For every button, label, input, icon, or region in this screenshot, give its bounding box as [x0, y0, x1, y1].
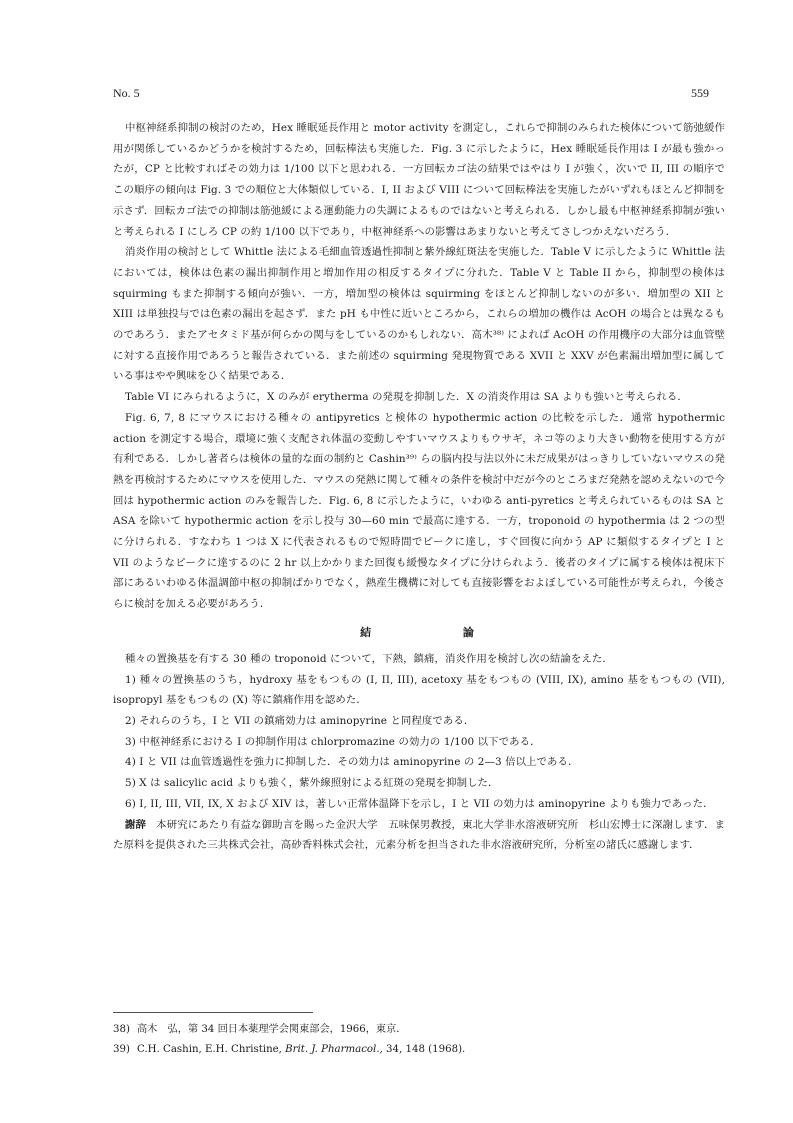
reference-authors: C.H. Cashin, E.H. Christine, — [137, 1044, 282, 1055]
paragraph-erythema: Table VI にみられるように，X のみが erytherma の発現を抑制した．X の消炎作用は SA よりも強いと考えられる． — [125, 391, 688, 404]
references — [113, 1020, 725, 1060]
reference-item — [113, 1020, 725, 1040]
conclusion-list — [113, 649, 725, 815]
paragraph-cns: 中枢神経系抑制の検討のため，Hex 睡眠延長作用と motor activity を測定し，これらで抑制のみられた検体について筋弛緩作用が関係しているかどうかを検討するため，回転棒法も実施した．Fig. 3 に示したように，Hex 睡眠延長作用は I が最も強かったが，CP と比較すればその効力は 1/100 以下と思われる．一方回転カゴ法の結果ではやはり I が強く，次いで II, III の順序でこの順序の傾向は Fig. 3 での順位と大体類似している．I, II および VIII について回転棒法を実施したがいずれもほとんど抑制を示さず．回転カゴ法での抑制は筋弛緩による運動能力の失調によるものではないと考えられる．しかし最も中枢神経系抑制が強いと考えられる I にしろ CP の約 1/100 以下であり，中枢神経系への影響はあまりないと考えてさしつかえないだろう． — [113, 122, 725, 238]
journal-issue: No. 5 — [113, 86, 140, 100]
conclusion-item: 5) X は salicylic acid よりも強く，紫外線照射による紅斑の発現を抑制した． — [125, 777, 499, 790]
footnote-divider — [113, 1012, 313, 1013]
conclusion-item: 6) I, II, III, VII, IX, X および XIV は，著しい正常体温降下を示し，I と VII の効力は aminopyrine よりも強力であった． — [125, 797, 714, 810]
conclusion-item: 3) 中枢神経系における I の抑制作用は chlorpromazine の効力の 1/100 以下である． — [125, 735, 541, 748]
page-number: 559 — [691, 86, 709, 100]
main-text — [113, 118, 725, 856]
section-heading-conclusion: 結 論 — [360, 625, 518, 639]
acknowledgment — [113, 815, 725, 856]
conclusion-intro: 種々の置換基を有する 30 種の troponoid について，下熱，鎮痛，消炎作用を検討し次の結論をえた． — [125, 652, 613, 665]
acknowledgment-text: 本研究にあたり有益な御助言を賜った金沢大学 五味保男教授，東北大学非水溶液研究所 杉山宏博士に深謝します．また原料を提供された三共株式会社，高砂香料株式会社，元素分析を担当された非水溶液研究所，分析室の諸氏に感謝します． — [113, 818, 726, 852]
reference-text: 高木 弘，第 34 回日本薬理学会関東部会，1966，東京． — [137, 1024, 407, 1035]
reference-item — [113, 1040, 725, 1060]
paragraph-hypothermia: Fig. 6, 7, 8 にマウスにおける種々の antipyretics と検体の hypothermic action の比較を示した．通常 hypothermic action を測定する場合，環境に強く支配され体温の変動しやすいマウスよりもウサギ，ネコ等のより大きい動物を使用する方が有利である．しかし著者らは検体の量的な面の制約と Cashin³⁹⁾ らの脳内投与法以外に未だ成果がはっきりしていないマウスの発熱を再検討するためにマウスを使用した．マウスの発熱に関して種々の条件を検討中だが今のところまだ発熱を認めえないので今回は hypothermic action のみを報告した．Fig. 6, 8 に示したように，いわゆる anti-pyretics と考えられているものは SA と ASA を除いて hypothermic action を示し投与 30—60 min で最高に達する．一方，troponoid の hypothermia は 2 つの型に分けられる．すなわち 1 つは X に代表されるもので短時間でピークに達し，すぐ回復に向かう AP に類似するタイプと I と VII のようなピークに達するのに 2 hr 以上かかりまた回復も緩慢なタイプに分けられよう．後者のタイプに属する検体は視床下部にあるいわゆる体温調節中枢の抑制ばかりでなく，熱産生機構に対しても直接影響をおよぼしている可能性が考えられ，今後さらに検討を加える必要があろう． — [113, 411, 725, 611]
reference-number: 38) — [113, 1024, 130, 1035]
conclusion-item: 2) それらのうち，I と VII の鎮痛効力は aminopyrine と同程度である． — [125, 714, 475, 727]
conclusion-item: 1) 種々の置換基のうち，hydroxy 基をもつもの (I, II, III), acetoxy 基をもつもの (VIII, IX), amino 基をもつもの (VII), isopropyl 基をもつもの (X) 等に鎮痛作用を認めた． — [113, 673, 725, 707]
reference-journal: Brit. J. Pharmacol., — [285, 1044, 383, 1055]
reference-details: 34, 148 (1968). — [386, 1044, 466, 1055]
reference-number: 39) — [113, 1044, 130, 1055]
acknowledgment-label: 謝辞 — [125, 818, 147, 831]
conclusion-item: 4) I と VII は血管透過性を強力に抑制した．その効力は aminopyrine の 2—3 倍以上である． — [125, 756, 579, 769]
paragraph-antiinflammatory: 消炎作用の検討として Whittle 法による毛細血管透過性抑制と紫外線紅斑法を実施した．Table V に示したように Whittle 法においては，検体は色素の漏出抑制作用と増加作用の相反するタイプに分れた．Table V と Table II から，抑制型の検体は squirming もまた抑制する傾向が強い．一方，増加型の検体は squirming をほとんど抑制しないのが多い．増加型の XII と XIII は単独投与では色素の漏出を起さず．また pH も中性に近いところから，これらの増加の機作は AcOH の場合とは異なるものであろう．またアセタミド基が何らかの関与をしているのかもしれない．高木³⁸⁾ によれば AcOH の作用機序の大部分は血管壁に対する直接作用であろうと報告されている．また前述の squirming 発現物質である XVII と XXV が色素漏出増加型に属している事はやや興味をひく結果である． — [113, 246, 725, 383]
